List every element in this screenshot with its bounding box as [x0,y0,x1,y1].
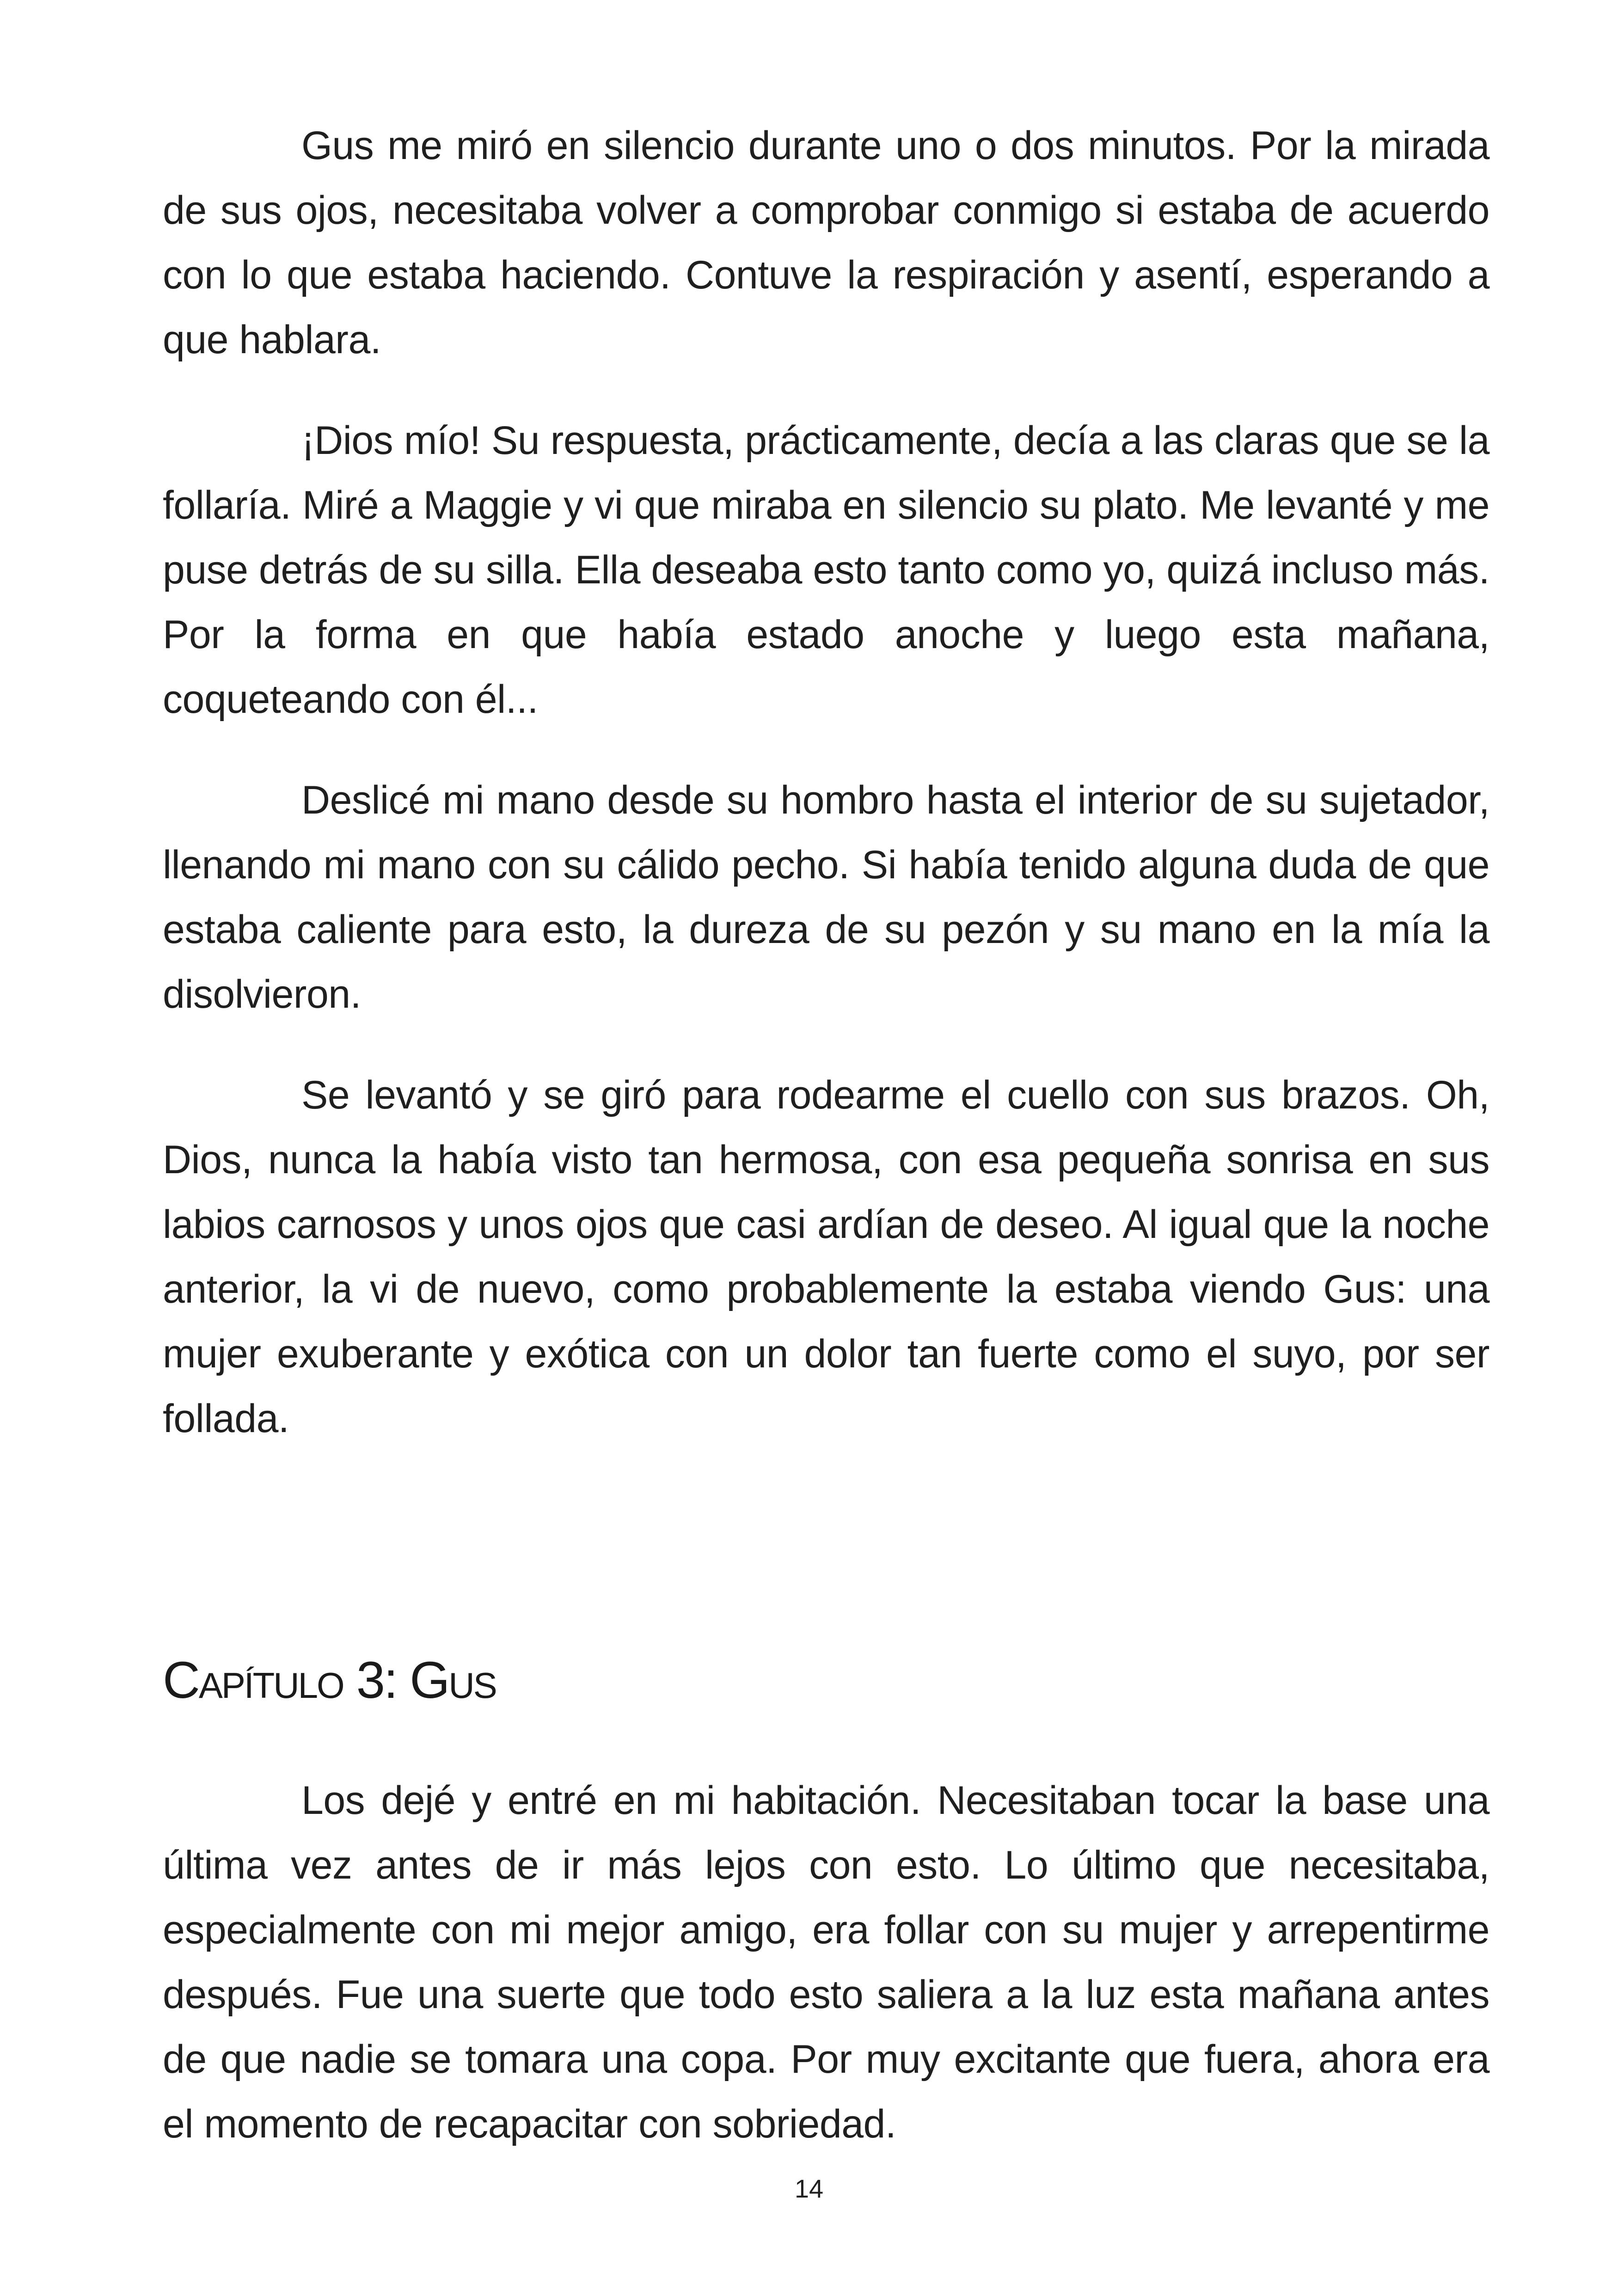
text-block-top [163,113,1489,1487]
text-block-bottom [163,1768,1489,2192]
paragraph: Los dejé y entré en mi habitación. Necesitaban tocar la base una última vez antes de ir más lejos con esto. Lo último que necesitaba, especialmente con mi mejor amigo, era follar con su mujer y arrepentirme después. Fue una suerte que todo esto saliera a la luz esta mañana antes de que nadie se tomara una copa. Por muy excitante que fuera, ahora era el momento de recapacitar con sobriedad. [163,1778,1489,2146]
paragraph: Deslicé mi mano desde su hombro hasta el interior de su sujetador, llenando mi mano con su cálido pecho. Si había tenido alguna duda de que estaba caliente para esto, la dureza de su pezón y su mano en la mía la disolvieron. [163,778,1489,1016]
paragraph: Se levantó y se giró para rodearme el cuello con sus brazos. Oh, Dios, nunca la había visto tan hermosa, con esa pequeña sonrisa en sus labios carnosos y unos ojos que casi ardían de deseo. Al igual que la noche anterior, la vi de nuevo, como probablemente la estaba viendo Gus: una mujer exuberante y exótica con un dolor tan fuerte como el suyo, por ser follada. [163,1073,1489,1441]
paragraph: Gus me miró en silencio durante uno o dos minutos. Por la mirada de sus ojos, necesitaba volver a comprobar conmigo si estaba de acuerdo con lo que estaba haciendo. Contuve la respiración y asentí, esperando a que hablara. [163,123,1489,362]
page-number: 14 [794,2174,824,2203]
paragraph: ¡Dios mío! Su respuesta, prácticamente, decía a las claras que se la follaría. Miré a Maggie y vi que miraba en silencio su plato. Me levanté y me puse detrás de su silla. Ella deseaba esto tanto como yo, quizá incluso más. Por la forma en que había estado anoche y luego esta mañana, coqueteando con él... [163,418,1489,722]
chapter-title: Capítulo 3: Gus [163,1651,496,1709]
